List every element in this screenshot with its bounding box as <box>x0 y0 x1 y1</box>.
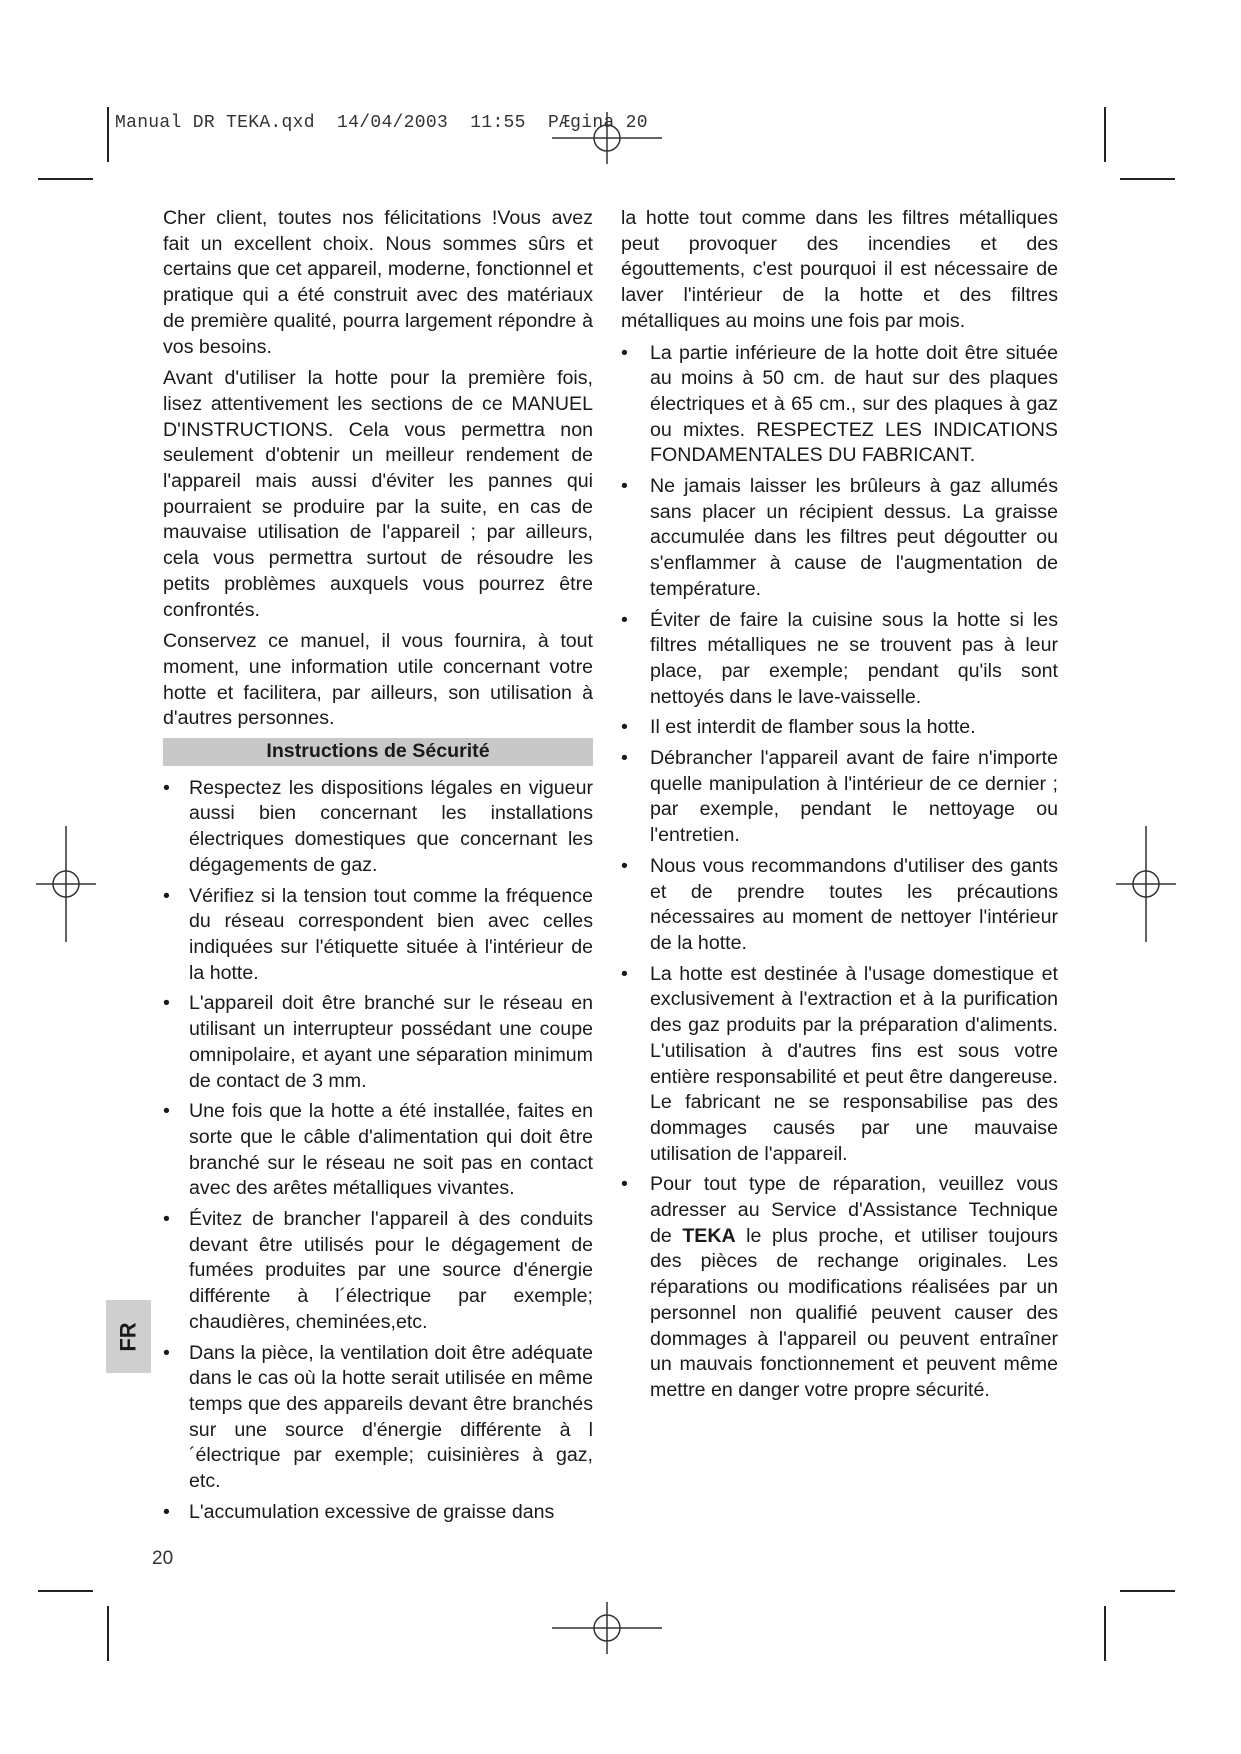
crop-mark <box>1120 178 1175 180</box>
safety-item: • Dans la pièce, la ventilation doit être adéquate dans le cas où la hotte serait utilisée en même temps que des appareils devant être branchés sur une source d'énergie différente à l´électrique par exemple; cuisinières à gaz, etc. <box>163 1341 593 1495</box>
crop-mark <box>38 178 93 180</box>
intro-paragraph: Avant d'utiliser la hotte pour la première fois, lisez attentivement les sections de ce MANUEL D'INSTRUCTIONS. Cela vous permettra non seulement d'obtenir un meilleur rendement de l'appareil mais aussi d'éviter les pannes qui pourraient se produire par la suite, en cas de mauvaise utilisation de l'appareil ; par ailleurs, cela vous permettra surtout de résoudre les petits problèmes auxquels vous pourrez être confrontés. <box>163 367 593 621</box>
safety-item: • L'appareil doit être branché sur le réseau en utilisant un interrupteur possédant une coupe omnipolaire, et ayant une séparation minimum de contact de 3 mm. <box>163 991 593 1094</box>
safety-item: • Vérifiez si la tension tout comme la fréquence du réseau correspondent bien avec celles indiquées sur l'étiquette située à l'intérieur de la hotte. <box>163 884 593 987</box>
safety-item: • Nous vous recommandons d'utiliser des gants et de prendre toutes les précautions nécessaires au moment de nettoyer l'intérieur de la hotte. <box>621 854 1058 957</box>
language-label: FR <box>115 1321 141 1352</box>
registration-mark-icon <box>552 112 662 164</box>
safety-item: • La hotte est destinée à l'usage domestique et exclusivement à l'extraction et à la purification des gaz produits par la préparation d'aliments. L'utilisation à d'autres fins est sous votre entière responsabilité et peut être dangereuse. Le fabricant ne se responsabilise pas des dommages causés par une mauvaise utilisation de l'appareil. <box>621 962 1058 1168</box>
crop-mark <box>107 107 109 162</box>
page-number: 20 <box>152 1548 174 1569</box>
safety-item: • Évitez de brancher l'appareil à des conduits devant être utilisés pour le dégagement de fumées produites par une source d'énergie différente à l´électrique par exemple; chaudières, cheminées,etc. <box>163 1207 593 1336</box>
safety-item: • Respectez les dispositions légales en vigueur aussi bien concernant les installations électriques domestiques que concernant les dégagements de gaz. <box>163 776 593 879</box>
crop-mark <box>107 1606 109 1661</box>
repair-text-before: Pour tout type de réparation, veuillez vous adresser au Service d'Assistance Technique de <box>650 1173 1058 1247</box>
crop-mark <box>38 1590 93 1592</box>
crop-mark <box>1104 1606 1106 1661</box>
intro-paragraph: Conservez ce manuel, il vous fournira, à tout moment, une information utile concernant votre hotte et facilitera, par ailleurs, son utilisation à d'autres personnes. <box>163 630 593 730</box>
right-column <box>621 206 1058 1409</box>
safety-item <box>621 1172 1058 1403</box>
crop-mark <box>1120 1590 1175 1592</box>
brand-name: TEKA <box>682 1224 736 1247</box>
left-column <box>163 206 593 1530</box>
safety-item: • La partie inférieure de la hotte doit être située au moins à 50 cm. de haut sur des plaques électriques et à 65 cm., sur des plaques à gaz ou mixtes. RESPECTEZ LES INDICATIONS FONDAMENTALES DU FABRICANT. <box>621 341 1058 470</box>
repair-text-after: le plus proche, et utiliser toujours des pièces de rechange originales. Les réparations ou modifications réalisées par un personnel non qualifié peuvent causer des dommages à l'appareil ou peuvent entraîner un mauvais fonctionnement et peuvent même mettre en danger votre propre sécurité. <box>650 1224 1058 1401</box>
print-slug: Manual DR TEKA.qxd 14/04/2003 11:55 PÆgina 20 <box>115 113 648 133</box>
safety-item: • Une fois que la hotte a été installée, faites en sorte que le câble d'alimentation qui doit être branché sur le réseau ne soit pas en contact avec des arêtes métalliques vivantes. <box>163 1099 593 1202</box>
safety-list <box>621 341 1058 1404</box>
safety-item: • Éviter de faire la cuisine sous la hotte si les filtres métalliques ne se trouvent pas à leur place, par exemple; pendant qu'ils sont nettoyés dans le lave-vaisselle. <box>621 608 1058 711</box>
safety-list <box>163 776 593 1526</box>
language-tab <box>106 1300 151 1373</box>
crop-mark <box>1104 107 1106 162</box>
registration-mark-icon <box>36 826 96 942</box>
safety-item-continuation: la hotte tout comme dans les filtres métalliques peut provoquer des incendies et des égouttements, c'est pourquoi il est nécessaire de laver l'intérieur de la hotte et des filtres métalliques au moins une fois par mois. <box>621 207 1058 332</box>
safety-item: • Débrancher l'appareil avant de faire n'importe quelle manipulation à l'intérieur de ce dernier ; par exemple, pendant le nettoyage ou l'entretien. <box>621 746 1058 849</box>
section-title: Instructions de Sécurité <box>163 738 593 766</box>
safety-item: • L'accumulation excessive de graisse dans <box>163 1500 593 1526</box>
safety-item: • Il est interdit de flamber sous la hotte. <box>621 715 1058 741</box>
registration-mark-icon <box>1116 826 1176 942</box>
registration-mark-icon <box>552 1602 662 1654</box>
safety-item: • Ne jamais laisser les brûleurs à gaz allumés sans placer un récipient dessus. La graisse accumulée dans les filtres peut dégoutter ou s'enflammer à cause de l'augmentation de température. <box>621 474 1058 603</box>
intro-paragraph: Cher client, toutes nos félicitations !Vous avez fait un excellent choix. Nous sommes sûrs et certains que cet appareil, moderne, fonctionnel et pratique qui a été construit avec des matériaux de première qualité, pourra largement répondre à vos besoins. <box>163 207 593 358</box>
